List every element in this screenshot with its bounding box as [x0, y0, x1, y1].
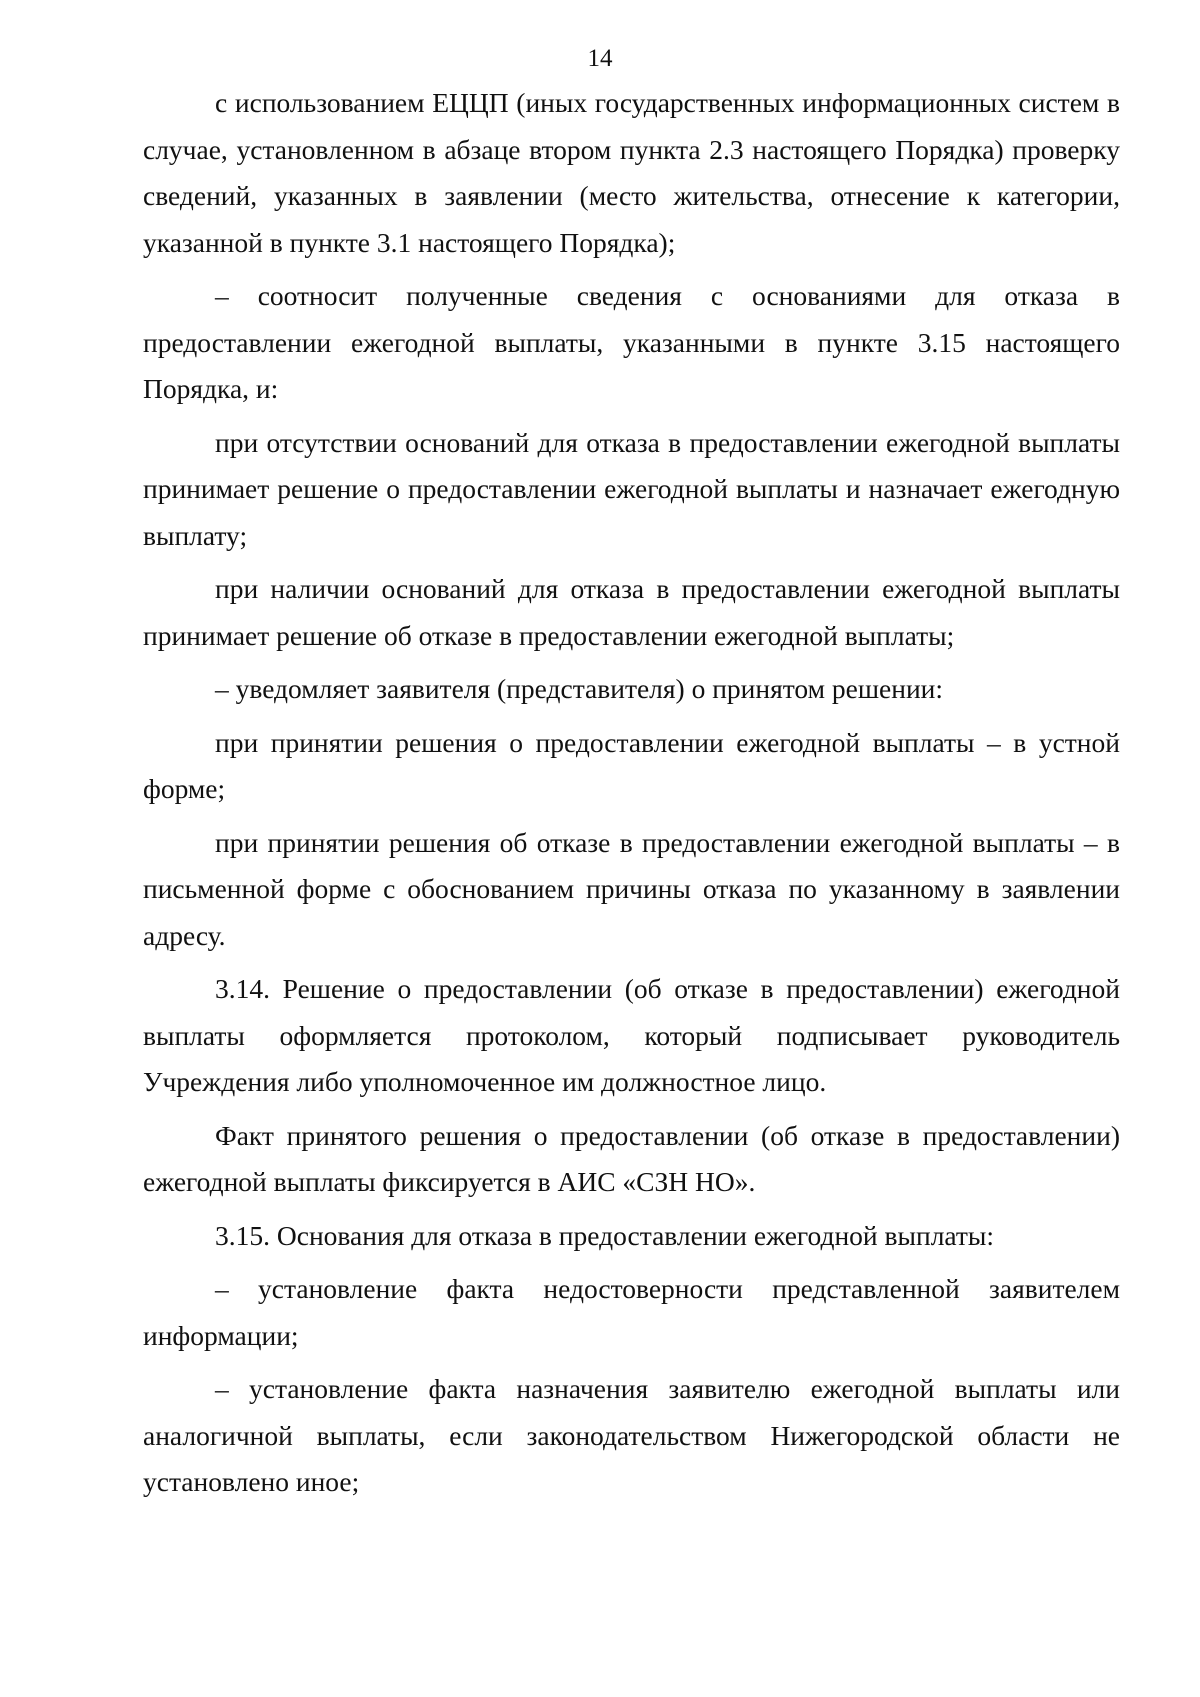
paragraph-oral-form: при принятии решения о предоставлении ежегодной выплаты – в устной форме;: [143, 726, 1120, 804]
paragraph-grounds-present: при наличии оснований для отказа в предоставлении ежегодной выплаты принимает решение об отказе в предоставлении ежегодной выплаты;: [143, 573, 1120, 651]
paragraph-no-grounds: при отсутствии оснований для отказа в предоставлении ежегодной выплаты принимает решение о предоставлении ежегодной выплаты и назначает ежегодную выплату;: [143, 426, 1120, 551]
page-number: 14: [587, 45, 613, 72]
paragraph-notify-applicant: – уведомляет заявителя (представителя) о принятом решении:: [215, 673, 944, 704]
paragraph-unreliable-info: – установление факта недостоверности представленной заявителем информации;: [143, 1273, 1120, 1351]
paragraph-correlate-grounds: – соотносит полученные сведения с основаниями для отказа в предоставлении ежегодной выплаты, указанными в пункте 3.15 настоящего Порядка, и:: [143, 280, 1120, 404]
paragraph-decision-recorded: Факт принятого решения о предоставлении (об отказе в предоставлении) ежегодной выплаты фиксируется в АИС «СЗН НО».: [143, 1119, 1120, 1197]
paragraph-3-14: 3.14. Решение о предоставлении (об отказе в предоставлении) ежегодной выплаты оформляется протоколом, который подписывает руководитель Учреждения либо уполномоченное им должностное лицо.: [143, 973, 1120, 1097]
paragraph-duplicate-payment: – установление факта назначения заявителю ежегодной выплаты или аналогичной выплаты, если законодательством Нижегородской области не установлено иное;: [143, 1373, 1120, 1497]
paragraph-continuation: с использованием ЕЦЦП (иных государственных информационных систем в случае, установленном в абзаце втором пункта 2.3 настоящего Порядка) проверку сведений, указанных в заявлении (место жительства, отнесение к категории, указанной в пункте 3.1 настоящего Порядка);: [143, 87, 1120, 258]
paragraph-written-form: при принятии решения об отказе в предоставлении ежегодной выплаты – в письменной форме с обоснованием причины отказа по указанному в заявлении адресу.: [143, 826, 1120, 951]
paragraph-3-15: 3.15. Основания для отказа в предоставлении ежегодной выплаты:: [215, 1219, 995, 1251]
document-body: [143, 80, 1120, 1513]
